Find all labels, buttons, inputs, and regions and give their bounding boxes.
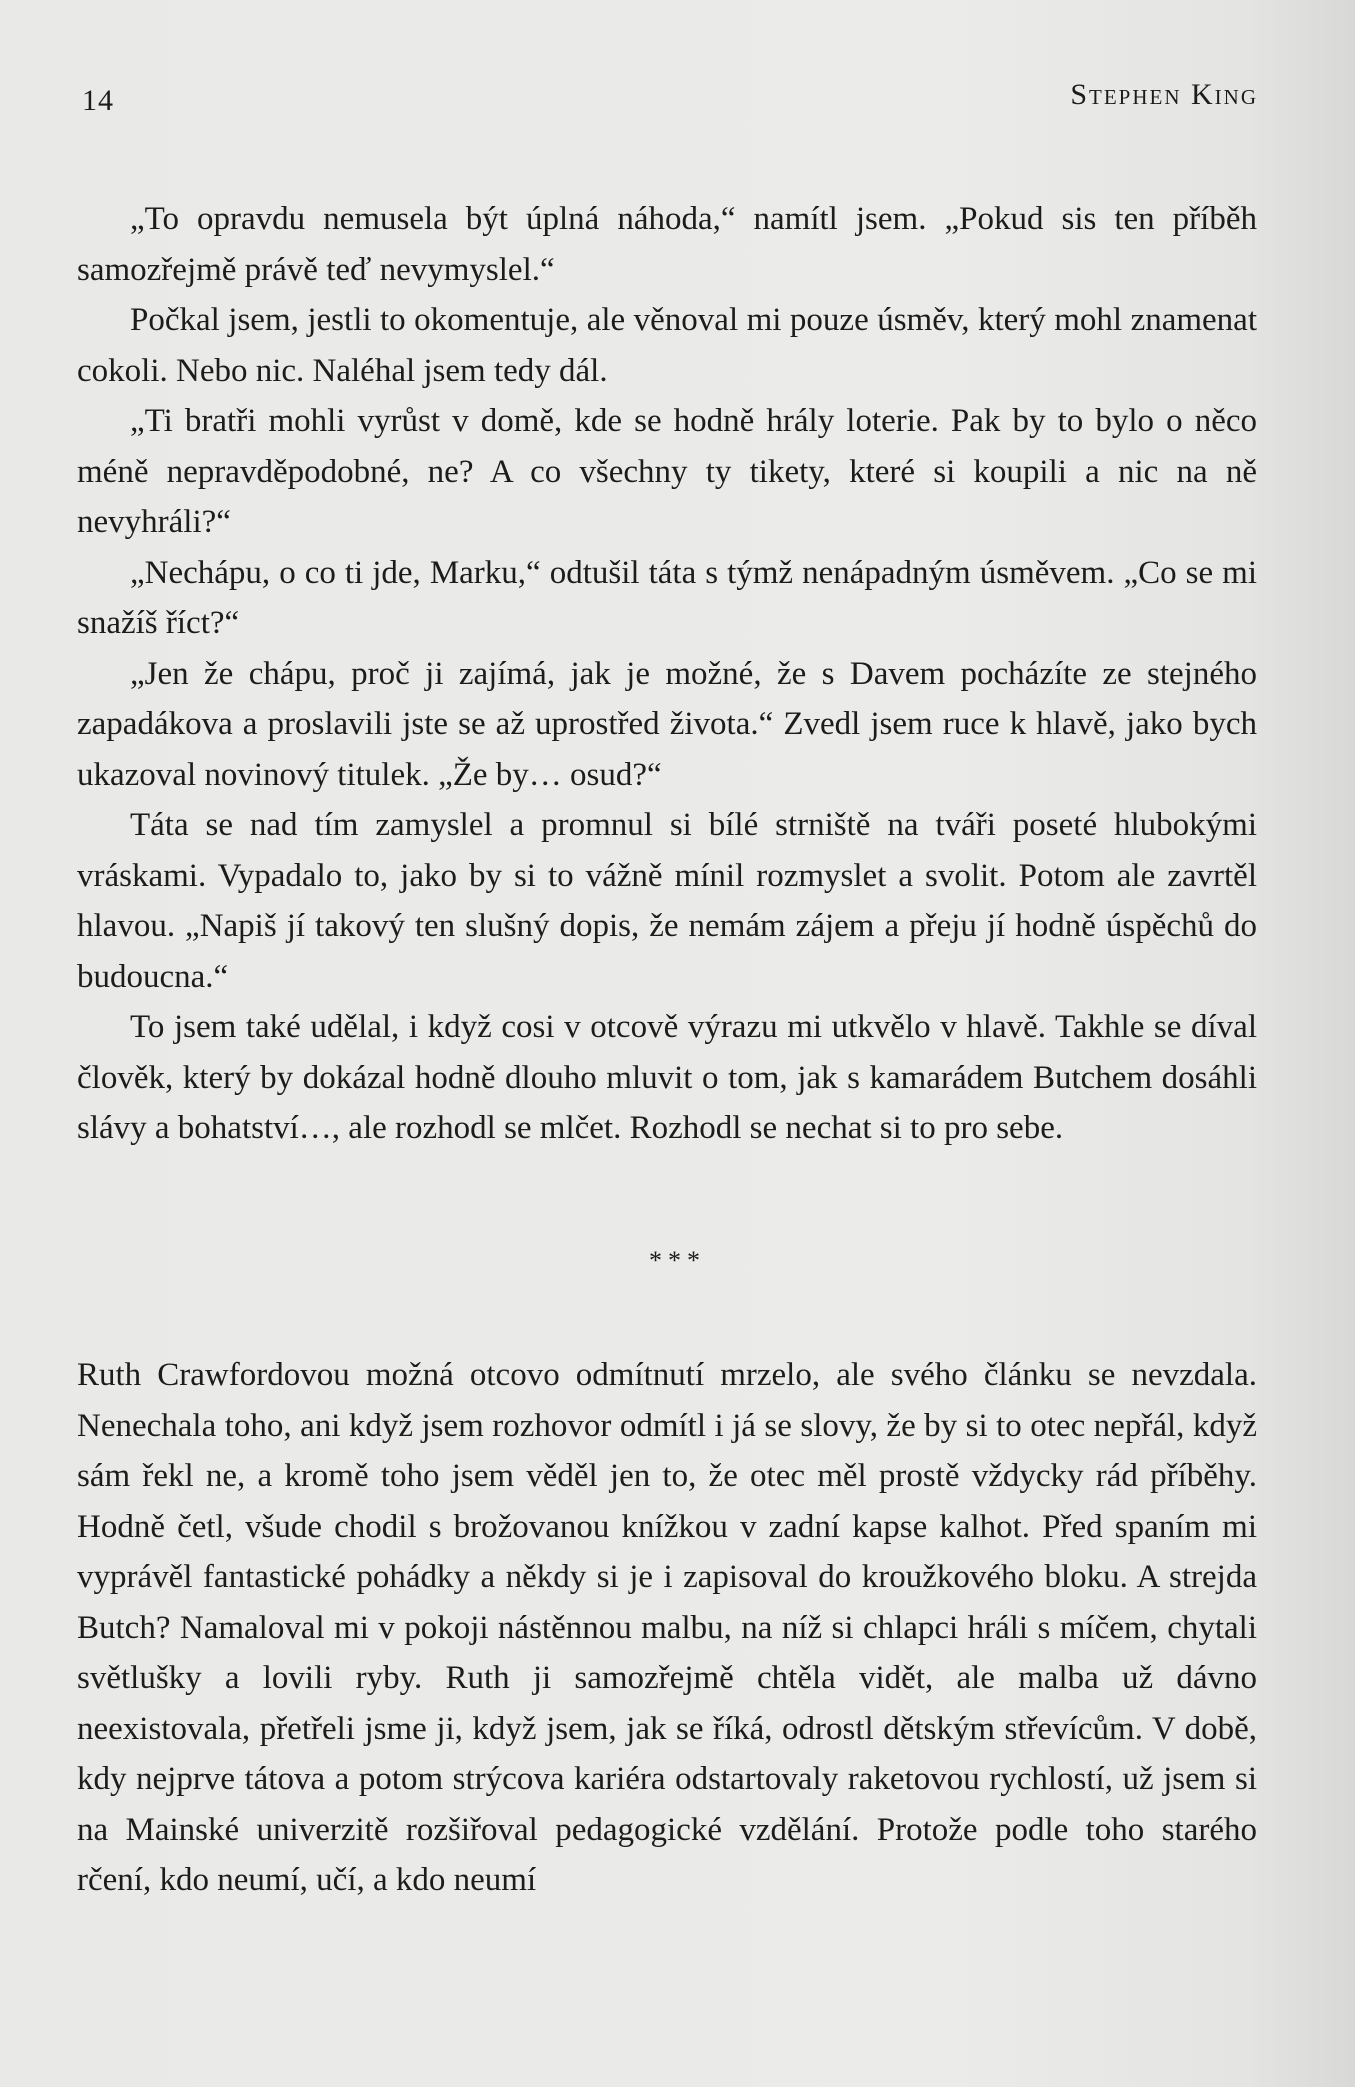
- scene-break: ***: [649, 1246, 706, 1275]
- paragraph: Ruth Crawfordovou možná otcovo odmítnutí mrzelo, ale svého článku se nevzdala. Nenechala toho, ani když jsem rozhovor odmítl i já se slovy, že by si to otec nepřál, když sám řekl ne, a kromě toho jsem věděl jen to, že otec měl prostě vždycky rád příběhy. Hodně četl, všude chodil s brožovanou knížkou v zadní kapse kalhot. Před spaním mi vyprávěl fantastické pohádky a někdy si je i zapisoval do kroužkového bloku. A strejda Butch? Namaloval mi v pokoji nástěnnou malbu, na níž si chlapci hráli s míčem, chytali světlušky a lovili ryby. Ruth ji samozřejmě chtěla vidět, ale malba už dávno neexistovala, přetřeli jsme ji, když jsem, jak se říká, odrostl dětským střevícům. V době, kdy nejprve tátova a potom strýcova kariéra odstartovaly raketovou rychlostí, už jsem si na Mainské univerzitě rozšiřoval pedagogické vzdělání. Protože podle toho starého rčení, kdo neumí, učí, a kdo neumí: [77, 1357, 1257, 1898]
- text-block-top: [77, 194, 1257, 1154]
- text-block-bottom: [77, 1350, 1257, 1906]
- paragraph: „To opravdu nemusela být úplná náhoda,“ namítl jsem. „Pokud sis ten příběh samozřejmě právě teď nevymyslel.“: [77, 201, 1257, 288]
- paragraph: To jsem také udělal, i když cosi v otcově výrazu mi utkvělo v hlavě. Takhle se díval člověk, který by dokázal hodně dlouho mluvit o tom, jak s kamarádem Butchem dosáhli slávy a bohatství…, ale rozhodl se mlčet. Rozhodl se nechat si to pro sebe.: [77, 1009, 1257, 1146]
- paragraph: Táta se nad tím zamyslel a promnul si bílé strniště na tváři poseté hlubokými vráskami. Vypadalo to, jako by si to vážně mínil rozmyslet a svolit. Potom ale zavrtěl hlavou. „Napiš jí takový ten slušný dopis, že nemám zájem a přeju jí hodně úspěchů do budoucna.“: [77, 807, 1257, 995]
- paragraph: „Nechápu, o co ti jde, Marku,“ odtušil táta s týmž nenápadným úsměvem. „Co se mi snažíš říct?“: [77, 554, 1257, 641]
- paragraph: Počkal jsem, jestli to okomentuje, ale věnoval mi pouze úsměv, který mohl znamenat cokoli. Nebo nic. Naléhal jsem tedy dál.: [77, 302, 1257, 389]
- paragraph: „Ti bratři mohli vyrůst v domě, kde se hodně hrály loterie. Pak by to bylo o něco méně nepravděpodobné, ne? A co všechny ty tikety, které si koupili a nic na ně nevyhráli?“: [77, 403, 1257, 540]
- running-head: Stephen King: [1070, 78, 1258, 111]
- paragraph: „Jen že chápu, proč ji zajímá, jak je možné, že s Davem pocházíte ze stejného zapadákova a proslavili jste se až uprostřed života.“ Zvedl jsem ruce k hlavě, jako bych ukazoval novinový titulek. „Že by… osud?“: [77, 655, 1257, 793]
- page-number: 14: [82, 84, 114, 117]
